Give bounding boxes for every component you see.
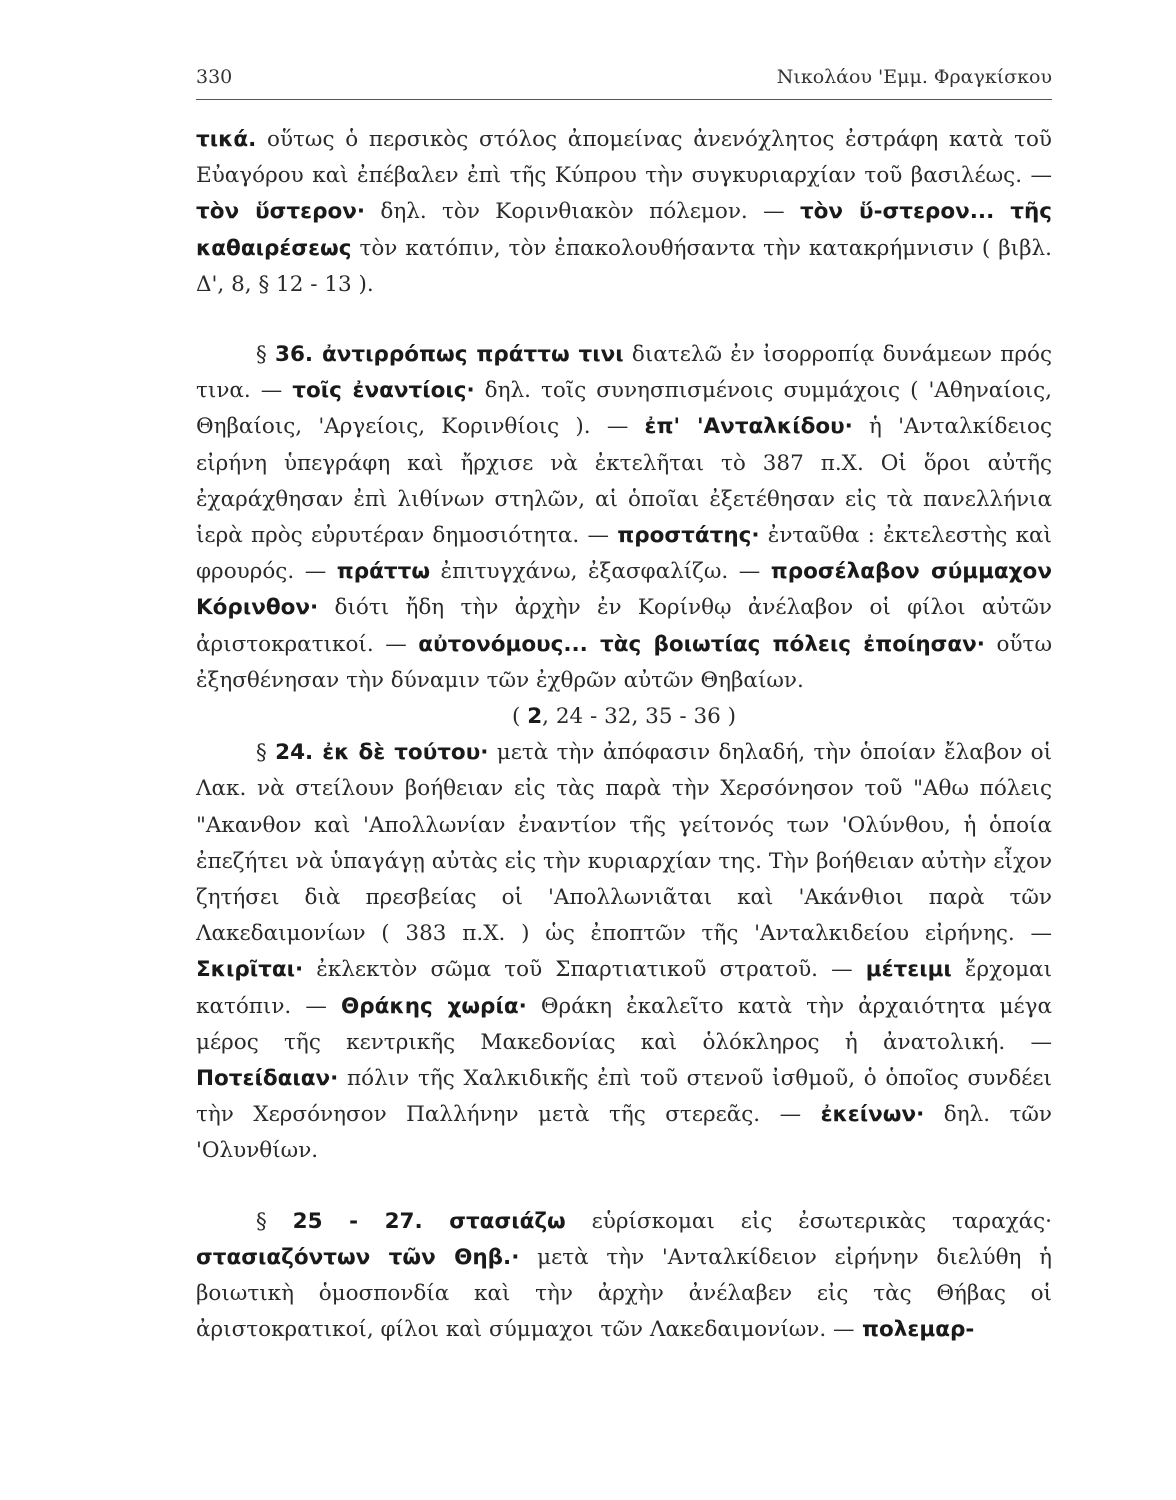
paragraph-1	[196, 122, 1052, 303]
text-span: δηλ. τοῖς συνησπισμένοις συμμάχοις ( 'Αθηναίοις, Θηβαίοις, 'Αργείοις, Κορινθίοις ). —	[196, 378, 1052, 440]
text-span: ἐνταῦθα : ἐκτελεστὴς καὶ φρουρός. —	[196, 523, 1052, 585]
running-title: Νικολάου 'Εμμ. Φραγκίσκου	[776, 66, 1052, 88]
heading-open: (	[511, 704, 528, 730]
spacer	[196, 1170, 1052, 1204]
page-number: 330	[196, 66, 233, 88]
term-enantiois: τοῖς ἐναντίοις·	[292, 378, 475, 404]
running-header	[196, 66, 1052, 88]
text-span: δηλ. τῶν 'Ολυνθίων.	[196, 1102, 1052, 1164]
text-span: οὕτως ὁ περσικὸς στόλος ἀπομείνας ἀνενόχλητος ἐστράφη κατὰ τοῦ Εὐαγόρου καὶ ἐπέβαλεν ἐπὶ τῆς Κύπρου τὴν συγκυριαρχίαν τοῦ βασιλέως. —	[196, 127, 1052, 189]
term-ton-ysteron: τὸν ὕστερον·	[196, 199, 366, 225]
term-poteidaian: Ποτείδαιαν·	[196, 1066, 339, 1092]
text-span: διότι ἤδη τὴν ἀρχὴν ἐν Κορίνθῳ ἀνέλαβον οἱ φίλοι αὐτῶν ἀριστοκρατικοί. —	[196, 595, 1052, 657]
term-polemar: πολεμαρ-	[854, 1317, 975, 1343]
text-span: πόλιν τῆς Χαλκιδικῆς ἐπὶ τοῦ στενοῦ ἰσθμοῦ, ὁ ὁποῖος συνδέει τὴν Χερσόνησον Παλλήνην μετὰ τῆς στερεᾶς. —	[196, 1066, 1052, 1128]
section-heading	[196, 699, 1052, 735]
term-autonomous: αὐτονόμους... τὰς βοιωτίας πόλεις ἐποίησαν·	[418, 631, 985, 657]
term-meteimi: μέτειμι	[865, 957, 952, 983]
term-pratto: πράττω	[336, 559, 431, 585]
text-span: ἐπιτυγχάνω, ἐξασφαλίζω. —	[430, 559, 761, 585]
term-korinthon: προσέλαβον σύμμαχον Κόρινθον·	[196, 559, 1052, 621]
text-span: μετὰ τὴν ἀπόφασιν δηλαδή, τὴν ὁποίαν ἔλαβον οἱ Λακ. νὰ στείλουν βοήθειαν εἰς τὰς παρὰ τὴν Χερσόνησον τοῦ "Αθω πόλεις "Ακανθον καὶ 'Απολλωνίαν ἐναντίον τῆς γείτονός των 'Ολύνθου, ἡ ὁποία ἐπεζήτει νὰ ὑπαγάγῃ αὐτὰς εἰς τὴν κυριαρχίαν της. Τὴν βοήθειαν αὐτὴν εἶχον ζητήσει διὰ πρεσβείας οἱ 'Απολλωνιᾶται καὶ 'Ακάνθιοι παρὰ τῶν Λακεδαιμονίων ( 383 π.Χ. ) ὡς ἐποπτῶν τῆς 'Ανταλκιδείου εἰρήνης. —	[196, 740, 1053, 947]
section-sign: §	[256, 1208, 293, 1234]
term-stasiazo: 25 - 27. στασιάζω	[292, 1208, 566, 1234]
section-sign: §	[256, 342, 275, 368]
text-span: δηλ. τὸν Κορινθιακὸν πόλεμον. —	[365, 199, 785, 225]
paragraph-36	[196, 337, 1052, 699]
text-span: ἔρχομαι κατόπιν. —	[196, 957, 1052, 1019]
term-prostatis: προστάτης·	[617, 523, 760, 549]
paragraph-24	[196, 735, 1052, 1169]
term-thrakis-choria: Θράκης χωρία·	[340, 993, 527, 1019]
term-skiritai: Σκιρῖται·	[196, 957, 304, 983]
text-span: τὸν κατόπιν, τὸν ἐπακολουθήσαντα τὴν κατακρήμνισιν ( βιβλ. Δ', 8, § 12 - 13 ).	[196, 235, 1052, 297]
text-span: οὕτω ἐξησθένησαν τὴν δύναμιν τῶν ἐχθρῶν αὐτῶν Θηβαίων.	[196, 631, 1052, 693]
header-rule	[196, 99, 1052, 100]
term-antirropos: 36. ἀντιρρόπως πράττω τινι	[275, 342, 624, 368]
text-span: ἐκλεκτὸν σῶμα τοῦ Σπαρτιατικοῦ στρατοῦ. —	[303, 957, 853, 983]
heading-rest: , 24 - 32, 35 - 36 )	[542, 704, 737, 730]
text-span: ἡ 'Ανταλκίδειος εἰρήνη ὑπεγράφη καὶ ἤρχισε νὰ ἐκτελῆται τὸ 387 π.Χ. Οἱ ὅροι αὐτῆς ἐχαράχθησαν ἐπὶ λιθίνων στηλῶν, αἱ ὁποῖαι ἐξετέθησαν εἰς τὰ πανελλήνια ἱερὰ πρὸς εὐρυτέραν δημοσιότητα. —	[196, 414, 1053, 549]
term-tika: τικά.	[196, 127, 257, 152]
term-antalkidou: ἐπ' 'Ανταλκίδου·	[644, 414, 853, 440]
text-span: διατελῶ ἐν ἰσορροπίᾳ δυνάμεων πρός τινα. —	[196, 342, 1052, 404]
term-kathaireseos: τὸν ὕ-στερον... τῆς καθαιρέσεως	[196, 199, 1053, 261]
text-span: μετὰ τὴν 'Ανταλκίδειον εἰρήνην διελύθη ἡ βοιωτικὴ ὁμοσπονδία καὶ τὴν ἀρχὴν ἀνέλαβεν εἰς τὰς Θήβας οἱ ἀριστοκρατικοί, φίλοι καὶ σύμμαχοι τῶν Λακεδαιμονίων. —	[196, 1244, 1052, 1343]
paragraph-25-27	[196, 1204, 1052, 1349]
term-ekeinon: ἐκείνων·	[820, 1102, 925, 1128]
spacer	[196, 303, 1052, 337]
text-span: εὑρίσκομαι εἰς ἐσωτερικὰς ταραχάς·	[565, 1208, 1053, 1234]
term-ek-de-toutou: 24. ἐκ δὲ τούτου·	[275, 740, 489, 766]
section-sign: §	[256, 740, 276, 766]
page-body	[196, 122, 1052, 1349]
text-span: Θράκη ἐκαλεῖτο κατὰ τὴν ἀρχαιότητα μέγα μέρος τῆς κεντρικῆς Μακεδονίας καὶ ὁλόκληρος ἡ ἀνατολική. —	[196, 993, 1052, 1055]
heading-book: 2	[527, 704, 543, 730]
term-stasiazonton: στασιαζόντων τῶν Θηβ.·	[196, 1244, 520, 1270]
